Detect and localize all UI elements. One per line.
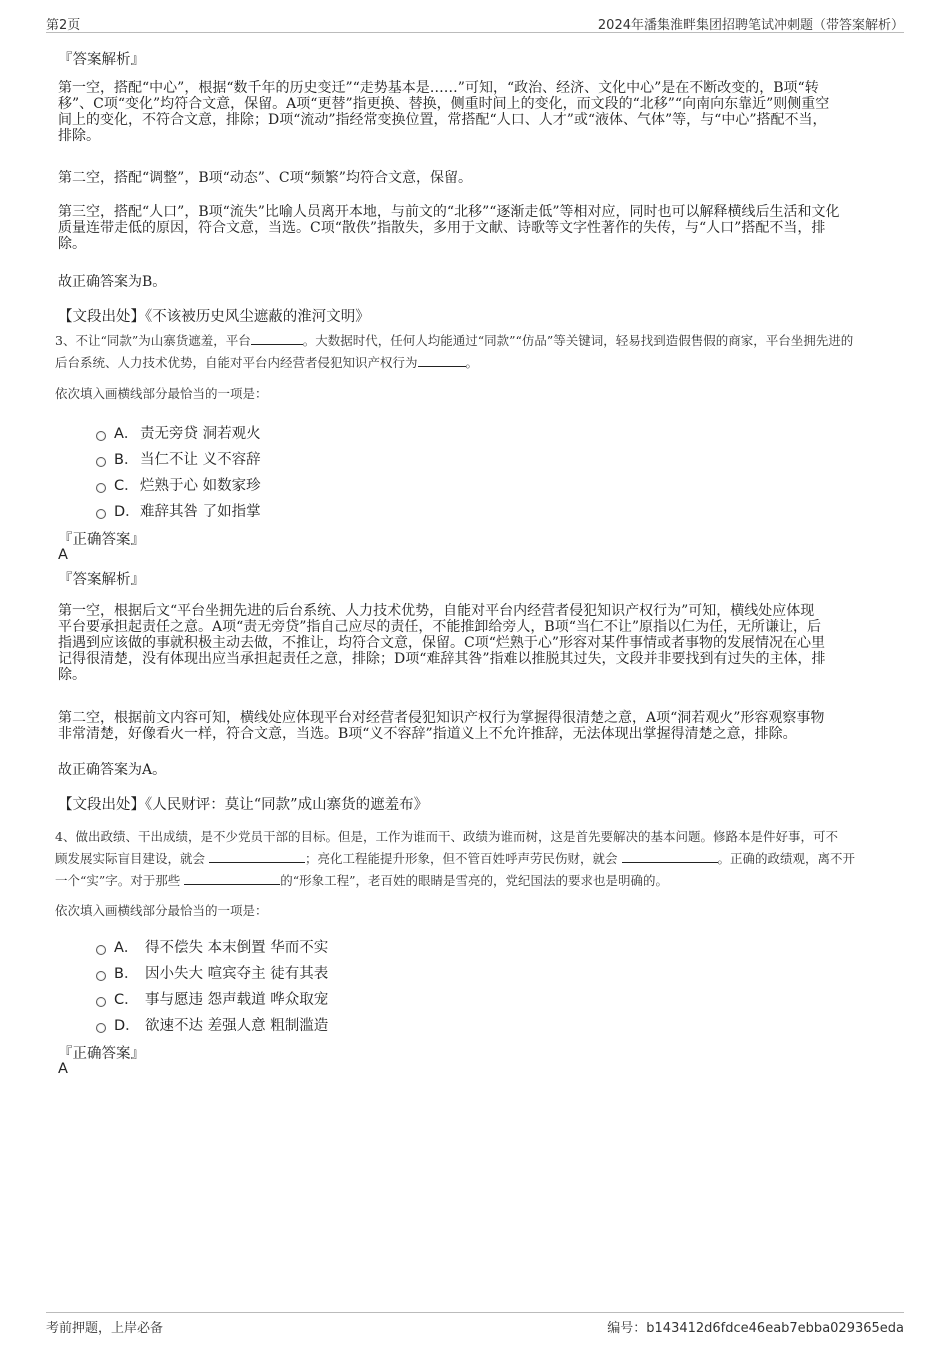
document-title: 2024年潘集淮畔集团招聘笔试冲刺题（带答案解析） <box>597 18 904 33</box>
page-number: 第2页 <box>46 18 81 33</box>
text-line: 一个“实”字。对于那些 的“形象工程”，老百姓的眼睛是雪亮的，党纪国法的要求也是明确的。 <box>55 870 855 892</box>
answer-analysis-label: 『答案解析』 <box>58 572 145 588</box>
fill-blank <box>184 870 280 885</box>
option-text: 难辞其咎 了如指掌 <box>140 504 261 520</box>
correct-answer-label: 『正确答案』 <box>58 532 145 548</box>
option-text: 欲速不达 差强人意 粗制滥造 <box>145 1018 329 1034</box>
option-label: D． <box>114 1018 140 1034</box>
option-label: A． <box>114 940 139 956</box>
source-citation: 【文段出处】《人民财评：莫让“同款”成山寨货的遮羞布》 <box>58 797 429 813</box>
fill-blank <box>418 352 466 367</box>
radio-option-d[interactable] <box>96 1023 106 1033</box>
text-line: 除。 <box>58 236 86 252</box>
option-label: A． <box>114 426 139 442</box>
text-line: 第三空，搭配“人口”，B项“流失”比喻人员离开本地，与前文的“北移”“逐渐走低”等相对应，同时也可以解释横线后生活和文化 <box>58 204 840 220</box>
radio-option-a[interactable] <box>96 945 106 955</box>
option-text: 烂熟于心 如数家珍 <box>140 478 261 494</box>
correct-answer-label: 『正确答案』 <box>58 1046 145 1062</box>
text-line: 4、做出政绩、干出成绩，是不少党员干部的目标。但是，工作为谁而干、政绩为谁而树，这是首先要解决的基本问题。修路本是件好事，可不 <box>55 829 838 844</box>
text-line: 间上的变化，不符合文意，排除；D项“流动”指经常变换位置，常搭配“人口、人才”或“液体、气体”等，与“中心”搭配不当， <box>58 112 827 128</box>
text-line: 指遇到应该做的事就积极主动去做，不推让，均符合文意，保留。C项“烂熟于心”形容对某件事情或者事物的发展情况在心里 <box>58 635 826 651</box>
option-text: 事与愿违 怨声载道 哗众取宠 <box>145 992 329 1008</box>
radio-option-c[interactable] <box>96 483 106 493</box>
page-header <box>46 12 904 33</box>
option-text: 当仁不让 义不容辞 <box>140 452 261 468</box>
analysis-paragraph <box>58 603 826 683</box>
fill-blank <box>209 848 305 863</box>
option-label: B． <box>114 966 139 982</box>
text-line: 后台系统、人力技术优势，自能对平台内经营者侵犯知识产权行为 。 <box>55 352 853 374</box>
text-line: 排除。 <box>58 128 100 144</box>
radio-option-b[interactable] <box>96 971 106 981</box>
option-label: D． <box>114 504 140 520</box>
analysis-paragraph <box>58 170 472 186</box>
conclusion: 故正确答案为A。 <box>58 762 167 778</box>
text-line: 第二空，根据前文内容可知，横线处应体现平台对经营者侵犯知识产权行为掌握得很清楚之意，A项“洞若观火”形容观察事物 <box>58 710 825 726</box>
option-text: 责无旁贷 洞若观火 <box>140 426 261 442</box>
source-citation: 【文段出处】《不该被历史风尘遮蔽的淮河文明》 <box>58 309 370 325</box>
text-line: 第一空，根据后文“平台坐拥先进的后台系统、人力技术优势，自能对平台内经营者侵犯知识产权行为”可知，横线处应体现 <box>58 603 815 619</box>
text-line: 非常清楚，好像看火一样，符合文意，当选。B项“义不容辞”指道义上不允许推辞，无法体现出掌握得清楚之意，排除。 <box>58 726 797 742</box>
text-line: 顾发展实际盲目建设，就会 ；亮化工程能提升形象，但不管百姓呼声劳民伤财，就会 。正确的政绩观，离不开 <box>55 848 855 870</box>
footer-slogan: 考前押题，上岸必备 <box>46 1321 164 1336</box>
correct-answer: A <box>58 1061 68 1077</box>
analysis-paragraph <box>58 710 824 742</box>
analysis-paragraph <box>58 204 840 252</box>
question-instruction: 依次填入画横线部分最恰当的一项是： <box>55 386 268 401</box>
analysis-paragraph <box>58 80 829 144</box>
question-stem <box>55 330 853 374</box>
text-line: 记得很清楚，没有体现出应当承担起责任之意，排除；D项“难辞其咎”指难以推脱其过失，文段并非要找到有过失的主体，排 <box>58 651 826 667</box>
text-line: 平台要承担起责任之意。A项“责无旁贷”指自己应尽的责任，不能推卸给旁人，B项“当仁不让”原指以仁为任，无所谦让，后 <box>58 619 822 635</box>
text-line: 移”、C项“变化”均符合文意，保留。A项“更替”指更换、替换，侧重时间上的变化，而文段的“北移”“向南向东靠近”则侧重空 <box>58 96 830 112</box>
option-text: 因小失大 喧宾夺主 徒有其表 <box>145 966 329 982</box>
option-label: C． <box>114 992 139 1008</box>
text-line: 除。 <box>58 667 86 683</box>
question-instruction: 依次填入画横线部分最恰当的一项是： <box>55 903 268 918</box>
text-line: 质量连带走低的原因，符合文意，当选。C项“散佚”指散失，多用于文献、诗歌等文字性著作的失传，与“人口”搭配不当，排 <box>58 220 826 236</box>
radio-option-b[interactable] <box>96 457 106 467</box>
radio-option-d[interactable] <box>96 509 106 519</box>
radio-option-a[interactable] <box>96 431 106 441</box>
text-line: 第一空，搭配“中心”，根据“数千年的历史变迁”“走势基本是……”可知，“政治、经济、文化中心”是在不断改变的，B项“转 <box>58 80 819 96</box>
document-id: 编号：b143412d6fdce46eab7ebba029365eda <box>607 1321 904 1336</box>
fill-blank <box>622 848 718 863</box>
fill-blank <box>251 330 303 345</box>
option-text: 得不偿失 本末倒置 华而不实 <box>145 940 329 956</box>
option-label: C． <box>114 478 139 494</box>
conclusion: 故正确答案为B。 <box>58 274 167 290</box>
text-line: 3、不让“同款”为山寨货遮羞，平台 。大数据时代，任何人均能通过“同款”“仿品”等关键词，轻易找到造假售假的商家，平台坐拥先进的 <box>55 330 853 352</box>
correct-answer: A <box>58 547 68 563</box>
page-footer <box>46 1312 904 1335</box>
option-label: B． <box>114 452 139 468</box>
answer-analysis-label: 『答案解析』 <box>58 52 145 68</box>
radio-option-c[interactable] <box>96 997 106 1007</box>
question-stem <box>55 826 855 892</box>
text-line: 第二空，搭配“调整”，B项“动态”、C项“频繁”均符合文意，保留。 <box>58 170 472 186</box>
